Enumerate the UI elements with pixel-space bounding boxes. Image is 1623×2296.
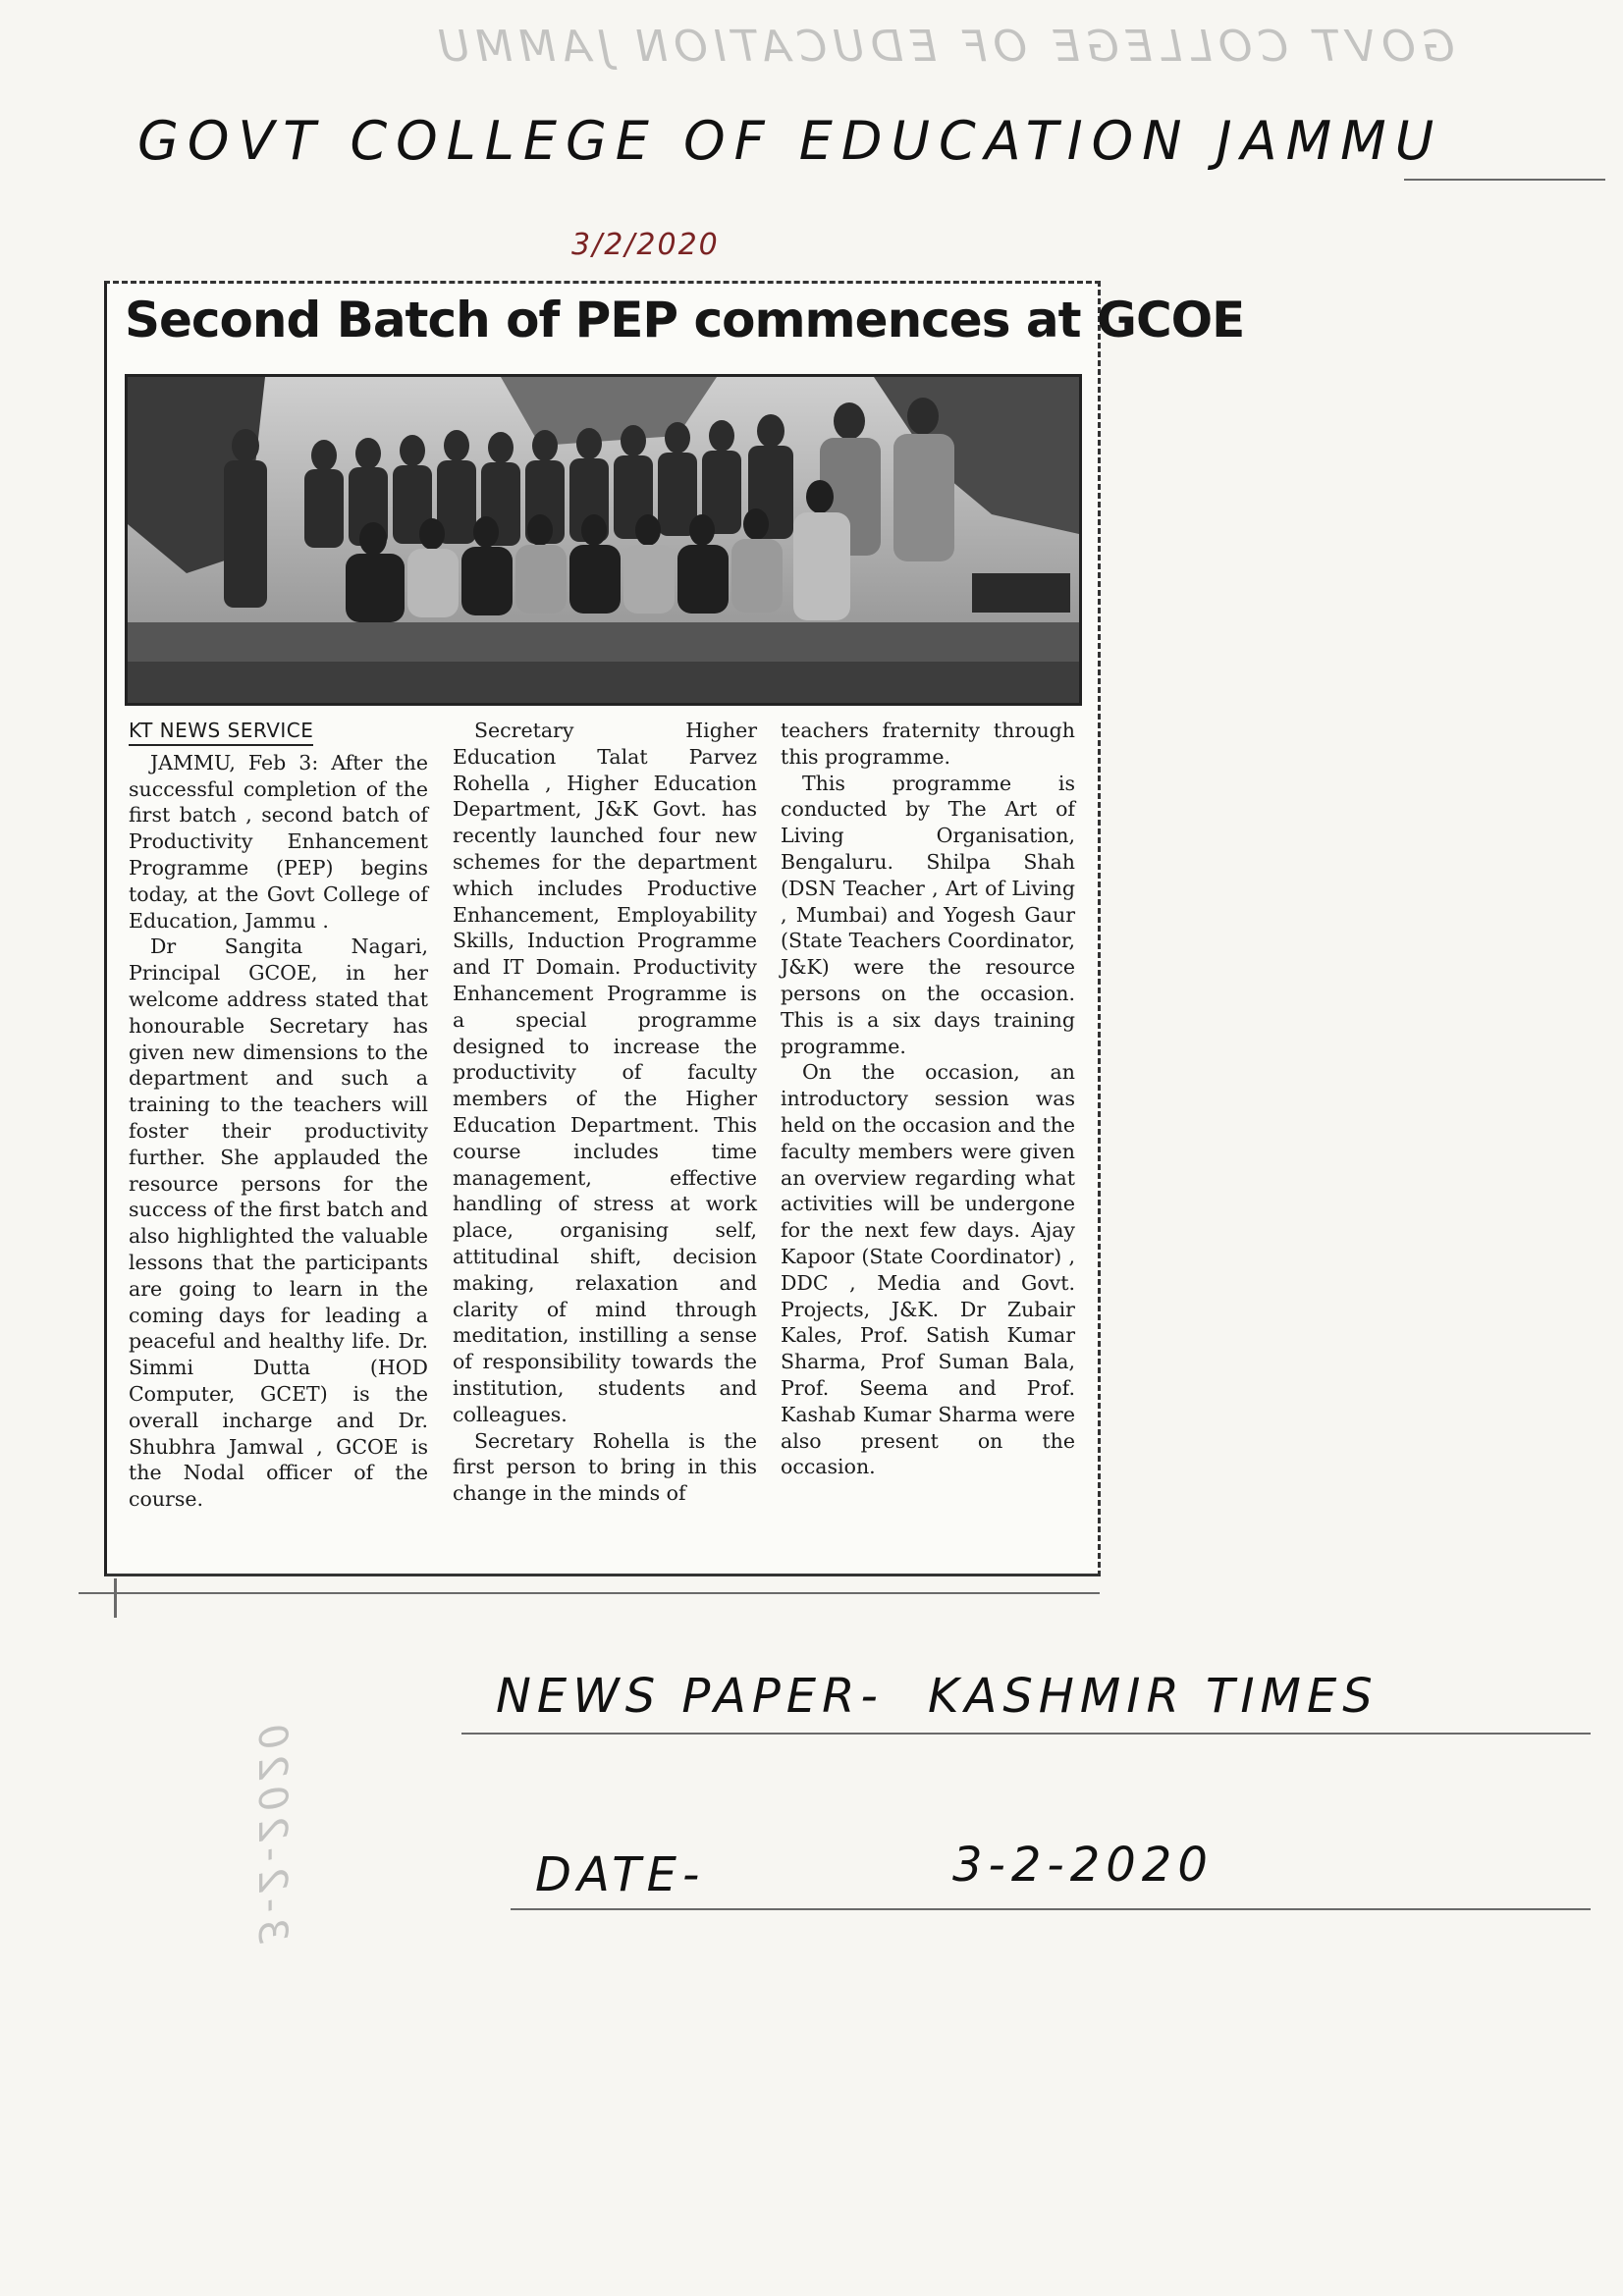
reverse-side-bleed-vertical: 3-2-2020 — [249, 1718, 295, 1944]
date-label-handwritten: DATE- — [535, 1847, 706, 1902]
group-photo — [125, 374, 1082, 706]
header-underline — [1404, 179, 1605, 181]
article-byline: KT NEWS SERVICE — [129, 718, 313, 746]
article-paragraph: teachers fraternity through this programme. — [781, 719, 1075, 769]
clip-date-handwritten: 3/2/2020 — [571, 228, 720, 262]
date-underline — [511, 1908, 1591, 1910]
clip-edge-rule — [79, 1592, 1100, 1594]
reverse-side-bleed-text: GOVT COLLEGE OF EDUCATION JAMMU — [432, 22, 1455, 72]
article-headline: Second Batch of PEP commences at GCOE — [125, 292, 1245, 348]
article-paragraph: Secretary Rohella is the first person to bring in this change in the minds of — [453, 1428, 757, 1506]
newspaper-name-handwritten: KASHMIR TIMES — [928, 1669, 1379, 1724]
article-paragraph: Dr Sangita Nagari, Principal GCOE, in her welcome address stated that honourable Secretary has given new dimensions to the department and such a training to the teachers will foster their productivity further. She applauded the resource persons for the success of the first batch and also highlighted the valuable lessons that the participants are going to learn in the coming days for leading a peaceful and healthy life. Dr. Simmi Dutta (HOD Computer, GCET) is the overall incharge and Dr. Shubhra Jamwal , GCOE is the Nodal officer of the course. — [129, 934, 428, 1512]
article-column-1 — [129, 718, 428, 1513]
newspaper-label-handwritten: NEWS PAPER- — [496, 1669, 884, 1724]
clip-edge-tick — [114, 1578, 117, 1618]
article-paragraph: On the occasion, an introductory session was held on the occasion and the faculty members were given an overview regarding what activities will be undergone for the next few days. Ajay Kapoor (State Coordinator) , DDC , Media and Govt. Projects, J&K. Dr Zubair Kales, Prof. Satish Kumar Sharma, Prof Suman Bala, Prof. Seema and Prof. Kashab Kumar Sharma were also present on the occasion. — [781, 1060, 1075, 1479]
institution-handwritten-title: GOVT COLLEGE OF EDUCATION JAMMU — [137, 110, 1443, 172]
article-paragraph: This programme is conducted by The Art of Living Organisation, Bengaluru. Shilpa Shah (DSN Teacher , Art of Living , Mumbai) and Yogesh Gaur (State Teachers Coordinator, J&K) were the resource persons on the occasion. This is a six days training programme. — [781, 771, 1075, 1058]
article-paragraph: JAMMU, Feb 3: After the successful completion of the first batch , second batch of Productivity Enhancement Programme (PEP) begins today, at the Govt College of Education, Jammu . — [129, 750, 428, 933]
newspaper-clipping — [104, 281, 1245, 1576]
article-column-3 — [781, 718, 1075, 1480]
newspaper-underline — [461, 1733, 1591, 1735]
article-column-2 — [453, 718, 757, 1507]
date-value-handwritten: 3-2-2020 — [952, 1838, 1214, 1893]
article-paragraph: Secretary Higher Education Talat Parvez Rohella , Higher Education Department, J&K Govt. has recently launched four new schemes for the department which includes Productive Enhancement, Employability Skills, Induction Programme and IT Domain. Productivity Enhancement Programme is a special programme designed to increase the productivity of faculty members of the Higher Education Department. This course includes time management, effective handling of stress at work place, organising self, attitudinal shift, decision making, relaxation and clarity of mind through meditation, instilling a sense of responsibility towards the institution, students and colleagues. — [453, 719, 757, 1426]
